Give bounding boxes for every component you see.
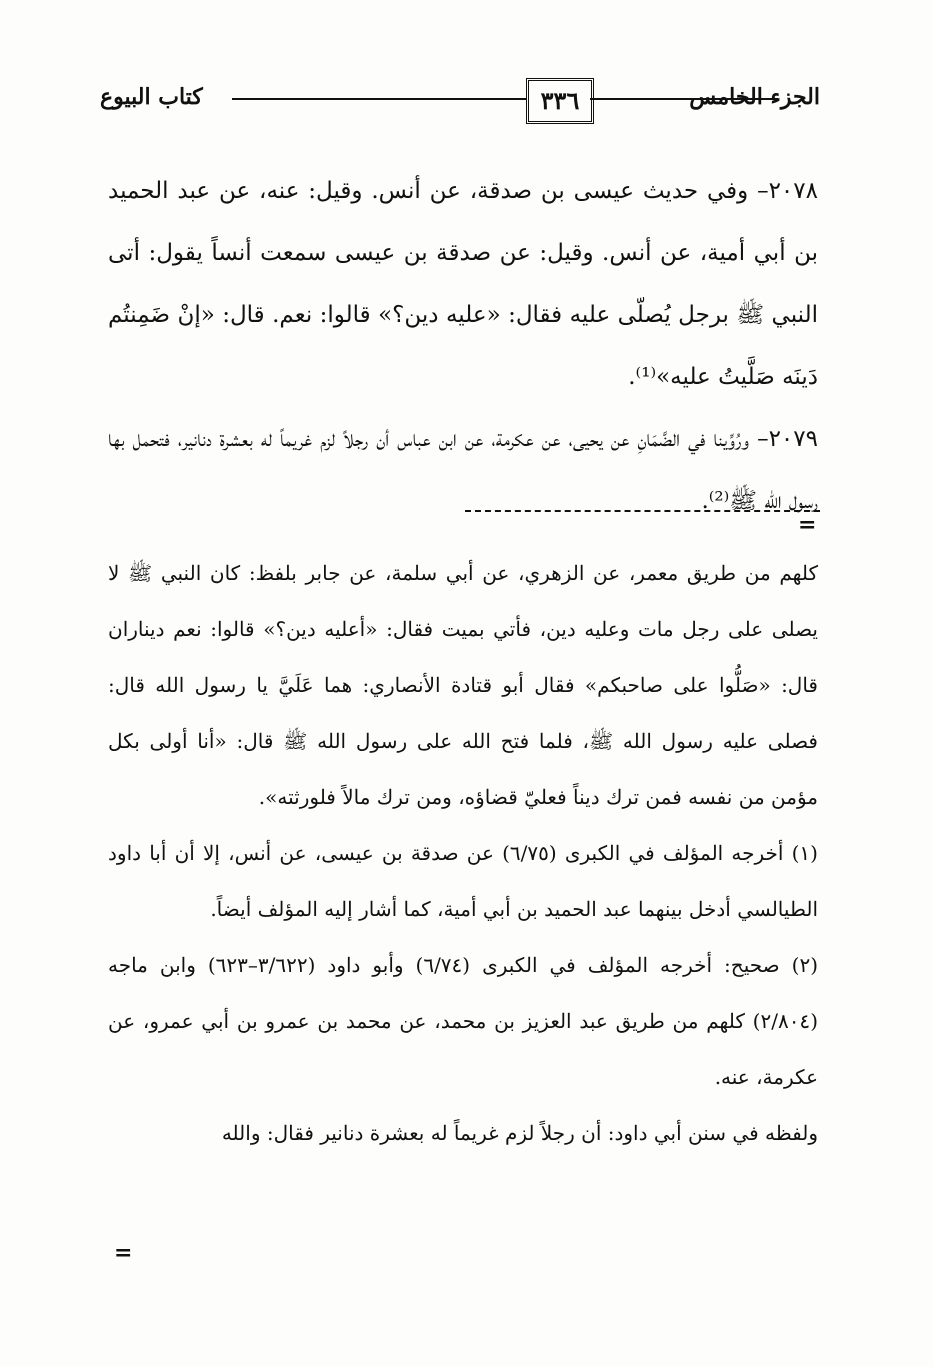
footnotes [108, 545, 818, 1161]
header-rule-left [232, 98, 526, 100]
page-number: ٣٣٦ [526, 78, 594, 124]
footnote-1: (١) أخرجه المؤلف في الكبرى (٦/٧٥) عن صدقة بن عيسى، عن أنس، إلا أن أبا داود الطيالسي أدخل بينهما عبد الحميد بن أبي أمية، كما أشار إليه المؤلف أيضاً. [108, 841, 818, 921]
footnote-separator [465, 510, 820, 512]
volume-title: الجزء الخامس [689, 84, 820, 110]
footnote-2-wording: ولفظه في سنن أبي داود: أن رجلاً لزم غريماً له بعشرة دنانير فقال: والله [221, 1121, 818, 1145]
chapter-title: كتاب البيوع [100, 84, 203, 110]
hadith-2078: ٢٠٧٨– وفي حديث عيسى بن صدقة، عن أنس. وقيل: عنه، عن عبد الحميد بن أبي أمية، عن أنس. وقيل: عن صدقة بن عيسى سمعت أنساً يقول: أتى النبي ﷺ برجل يُصلّى عليه فقال: «عليه دين؟» قالوا: نعم. قال: «إنْ ضَمِنتُم دَينَه صَلَّيتُ عليه»⁽¹⁾. [108, 178, 818, 390]
continuation-mark-top: = [798, 512, 817, 538]
running-header [100, 78, 820, 124]
main-text [108, 160, 818, 532]
continuation-mark-bottom: = [114, 1240, 133, 1266]
hadith-2079: ٢٠٧٩– ورُوِّينا في الضَّمَانِ عن يحيى، عن عكرمة، عن ابن عباس أن رجلاً لزم غريماً له بعشرة دنانير، فتحمل بها رسول الله ﷺ⁽²⁾. [108, 426, 818, 514]
footnote-2: (٢) صحيح: أخرجه المؤلف في الكبرى (٦/٧٤) وأبو داود (٣/٦٢٢–٦٢٣) وابن ماجه (٢/٨٠٤) كلهم من طريق عبد العزيز بن محمد، عن محمد بن عمرو بن أبي عمرو، عن عكرمة، عنه. [108, 953, 818, 1089]
footnote-continuation: كلهم من طريق معمر، عن الزهري، عن أبي سلمة، عن جابر بلفظ: كان النبي ﷺ لا يصلى على رجل مات وعليه دين، فأتي بميت فقال: «أعليه دين؟» قالوا: نعم ديناران قال: «صَلُّوا على صاحبكم» فقال أبو قتادة الأنصاري: هما عَلَيَّ يا رسول الله قال: فصلى عليه رسول الله ﷺ، فلما فتح الله على رسول الله ﷺ قال: «أنا أولى بكل مؤمن من نفسه فمن ترك ديناً فعليّ قضاؤه، ومن ترك مالاً فلورثته». [108, 561, 818, 809]
